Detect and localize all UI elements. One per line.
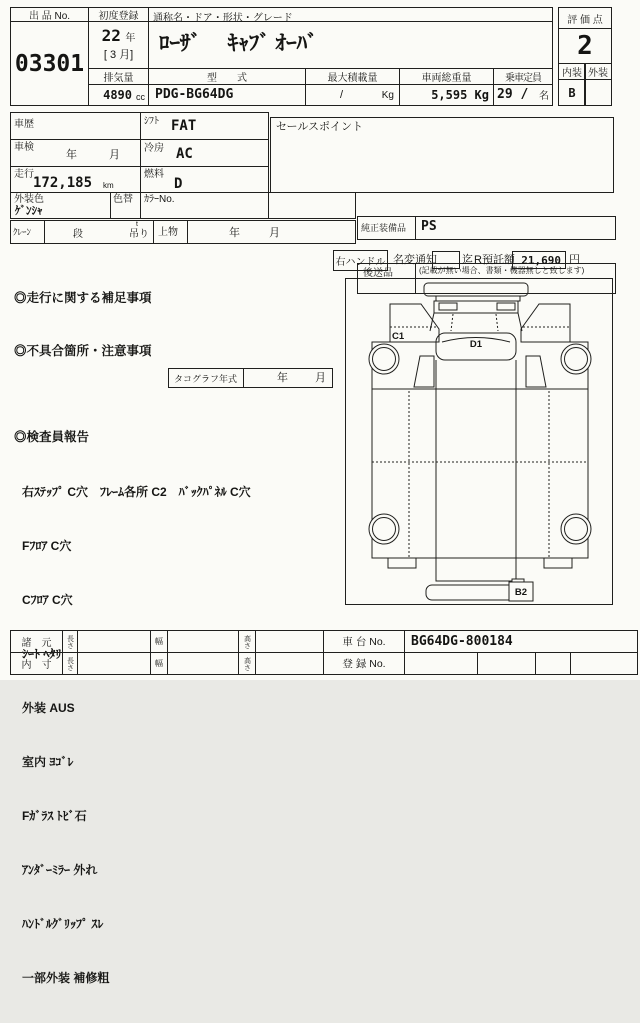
displacement-label-box [88, 68, 149, 85]
score-box [558, 28, 612, 64]
crane-row [10, 220, 356, 244]
interior-label: 内装 [562, 68, 582, 79]
lot-no-box [10, 21, 89, 106]
width-label: 幅 [155, 637, 163, 646]
registration-cell-1 [404, 652, 478, 675]
exterior-color-value: ｹﾞﾝｼｬ [15, 205, 43, 217]
shift-box [140, 112, 269, 140]
displacement-value: 4890 [103, 88, 132, 102]
displacement-box [88, 84, 149, 106]
crane-label: ｸﾚｰﾝ [13, 227, 32, 237]
interior-grade: B [568, 85, 576, 100]
right-step [526, 356, 546, 387]
gross-weight-value: 5,595 Kg [431, 88, 489, 102]
defect-title: ◎不具合箇所・注意事項 [14, 344, 152, 358]
first-reg-month: [ 3 月] [103, 49, 134, 61]
crane-dan-label: 段 [73, 229, 83, 240]
deposit-label: R預託額 [474, 254, 515, 266]
tachograph-box [168, 368, 333, 388]
registration-cell-4 [570, 652, 638, 675]
inspector-report-list [22, 447, 251, 1023]
inspector-item: Cﾌﾛｱ C穴 [22, 593, 73, 607]
max-load-label-box [305, 68, 400, 85]
name-change-entry-box [432, 251, 460, 269]
fuel-box [140, 166, 269, 193]
color-no-entry-box [268, 192, 356, 219]
displacement-label: 排気量 [103, 73, 134, 84]
chassis-label: 車 台 No. [342, 636, 386, 648]
ac-value: AC [176, 146, 193, 162]
spec-row-label-box [10, 630, 63, 653]
equipment-divider [415, 217, 416, 239]
damage-code-b2: B2 [514, 587, 528, 598]
inspection-label: 車検 [14, 142, 34, 153]
cab-sides [430, 313, 522, 331]
mileage-value: 172,185 [33, 175, 93, 191]
registration-cell-2 [477, 652, 536, 675]
inner-length-label-box [62, 652, 78, 675]
spec-height-label-box [238, 630, 256, 653]
lot-no-label: 出 品 No. [28, 11, 71, 22]
spec-length-label-box [62, 630, 78, 653]
vehicle-name: ﾛｰｻﾞ ｷｬﾌﾞ ｵｰﾊﾞ [159, 32, 318, 55]
tachograph-label: タコグラフ年式 [174, 374, 238, 384]
made-label: 迄 [462, 254, 473, 266]
mileage-note-title: ◎走行に関する補足事項 [14, 291, 152, 305]
later-items-label: 後送品 [363, 268, 393, 279]
gross-weight-label-box [399, 68, 494, 85]
score-label-box [558, 7, 612, 29]
yen-label: 円 [569, 254, 580, 266]
spec-length-value-box [77, 630, 151, 653]
capacity-value: 29 / [497, 87, 529, 102]
crane-divider-3 [187, 221, 188, 243]
chassis-value-box [404, 630, 638, 653]
first-reg-year-unit: 年 [125, 33, 136, 44]
name-change-label: 名変通知 [393, 254, 437, 266]
uwamono-year: 年 [229, 227, 240, 239]
inner-height-label-box [238, 652, 256, 675]
model-box [148, 84, 306, 106]
rear-left-wheel-inner [373, 518, 396, 541]
spec-height-value-box [255, 630, 324, 653]
color-no-label: ｶﾗｰNo. [144, 194, 175, 205]
deposit-value: 21,690 [521, 254, 561, 267]
left-headlight [439, 303, 457, 310]
gross-weight-box [399, 84, 494, 106]
repaint-label: 色替 [113, 194, 133, 205]
width-label-2: 幅 [155, 659, 163, 668]
repaint-box [110, 192, 141, 219]
first-reg-label-box [88, 7, 149, 22]
length-label: 長さ [66, 634, 74, 649]
score-label: 評 価 点 [567, 14, 603, 26]
crane-divider-2 [153, 221, 154, 243]
rhd-box [333, 250, 388, 271]
mileage-label: 走行 [14, 169, 34, 180]
left-mud-flap [388, 558, 416, 568]
deposit-box [512, 251, 566, 269]
registration-label: 登 録 No. [342, 658, 386, 670]
chassis-value: BG64DG-800184 [411, 634, 513, 649]
model-label: 型 式 [207, 73, 247, 84]
inspection-year: 年 [66, 149, 77, 161]
exterior-grade-box [584, 79, 612, 106]
equipment-value: PS [421, 219, 437, 234]
inner-row-label-box [10, 652, 63, 675]
rear-center-panel [436, 558, 516, 581]
front-bumper [424, 283, 528, 296]
tachograph-year: 年 [277, 372, 288, 384]
inspector-item: ｱﾝﾀﾞｰﾐﾗｰ 外れ [22, 863, 98, 877]
color-no-box [140, 192, 269, 219]
rhd-label: 右ハンドル [335, 257, 386, 268]
crane-t-label: t [136, 221, 138, 228]
spec-width-label-box [150, 630, 168, 653]
body-outline [372, 342, 588, 558]
inner-width-label-box [150, 652, 168, 675]
front-left-wheel-inner [373, 348, 396, 371]
inspector-item: ﾊﾝﾄﾞﾙｸﾞﾘｯﾌﾟ ｽﾚ [22, 917, 104, 931]
wheels [369, 344, 591, 544]
front-right-wheel-inner [565, 348, 588, 371]
uwamono-month: 月 [269, 227, 280, 239]
max-load-unit: Kg [381, 90, 394, 101]
spec-width-value-box [167, 630, 239, 653]
first-reg-box [88, 21, 149, 69]
exterior-color-box [10, 192, 111, 219]
history-box [10, 112, 141, 140]
tachograph-divider [243, 369, 244, 387]
capacity-label: 乗車定員 [505, 73, 541, 84]
damage-code-c1: C1 [392, 331, 405, 342]
chassis-label-box [323, 630, 405, 653]
inspector-item: 外装 AUS [22, 701, 75, 715]
inspector-item: 一部外装 補修粗 [22, 971, 110, 985]
name-box [148, 21, 553, 69]
rear-right-wheel-inner [565, 518, 588, 541]
history-label: 車歴 [14, 119, 34, 130]
right-front-fender [521, 304, 570, 342]
height-label-2: 高さ [243, 656, 251, 671]
registration-cell-3 [535, 652, 571, 675]
interior-grade-box [558, 79, 586, 106]
damage-code-d1: D1 [469, 339, 483, 350]
shift-value: FAT [171, 118, 197, 134]
front-bumper-step [436, 296, 520, 301]
inspector-title: ◎検査員報告 [14, 430, 90, 444]
crane-divider-1 [44, 221, 45, 243]
uwamono-label: 上物 [158, 227, 178, 238]
capacity-box [493, 84, 553, 106]
inner-height-value-box [255, 652, 324, 675]
score-value: 2 [577, 31, 593, 61]
mileage-unit: km [103, 181, 114, 190]
registration-label-box [323, 652, 405, 675]
inspection-month: 月 [109, 149, 120, 161]
fuel-label: 燃料 [144, 169, 164, 180]
shift-label: ｼﾌﾄ [144, 116, 159, 127]
right-mud-flap [544, 558, 572, 568]
vehicle-diagram-box [345, 278, 613, 605]
capacity-unit: 名 [539, 91, 549, 102]
name-label-box [148, 7, 553, 22]
vehicle-top-view-diagram [346, 279, 612, 604]
exterior-label: 外装 [588, 68, 608, 79]
name-label: 通称名・ドア・形状・グレード [153, 13, 293, 24]
inner-row-label: 内 寸 [21, 660, 52, 671]
interior-label-box [558, 63, 586, 80]
max-load-slash: / [340, 89, 344, 101]
crane-tsuri-label: 吊り [129, 229, 149, 240]
capacity-label-box [493, 68, 553, 85]
inspector-item: Fｶﾞﾗｽ ﾄﾋﾞ石 [22, 809, 87, 823]
model-label-box [148, 68, 306, 85]
exterior-label-box [584, 63, 612, 80]
fuel-value: D [174, 176, 183, 192]
inspector-item: 右ｽﾃｯﾌﾟ C穴 ﾌﾚｰﾑ各所 C2 ﾊﾞｯｸﾊﾟﾈﾙ C穴 [22, 485, 251, 499]
spec-row-label: 諸 元 [21, 638, 52, 649]
max-load-box [305, 84, 400, 106]
displacement-unit: cc [136, 92, 145, 102]
equipment-row [357, 216, 616, 240]
first-reg-year: 22 [101, 26, 121, 45]
ac-label: 冷房 [144, 143, 164, 154]
right-headlight [497, 303, 515, 310]
left-step [414, 356, 434, 387]
inner-length-value-box [77, 652, 151, 675]
inner-width-value-box [167, 652, 239, 675]
inspector-item: 室内 ﾖｺﾞﾚ [22, 755, 74, 769]
gross-weight-label: 車両総重量 [421, 73, 472, 84]
mileage-box [10, 166, 141, 193]
sales-point-label: セールスポイント [276, 121, 364, 133]
equipment-label: 純正装備品 [361, 223, 407, 233]
inspector-item: ｼｰﾄ ﾍﾀﾘ [22, 647, 62, 661]
lot-no-value: 03301 [14, 50, 85, 77]
inspector-item: Fﾌﾛｱ C穴 [22, 539, 72, 553]
length-label-2: 長さ [66, 656, 74, 671]
windshield-pillars [451, 314, 498, 331]
lot-no-label-box [10, 7, 89, 22]
model-value: PDG-BG64DG [155, 87, 234, 102]
first-reg-label: 初度登録 [98, 11, 139, 22]
inspection-box [10, 139, 141, 167]
height-label: 高さ [243, 634, 251, 649]
later-items-note: (記載が無い場合、書類・機器無しと致します) [419, 266, 585, 275]
ac-box [140, 139, 269, 167]
max-load-label: 最大積載量 [327, 73, 378, 84]
sales-point-box [270, 117, 614, 193]
tachograph-month: 月 [315, 372, 326, 384]
exterior-color-label: 外装色 [14, 194, 44, 205]
